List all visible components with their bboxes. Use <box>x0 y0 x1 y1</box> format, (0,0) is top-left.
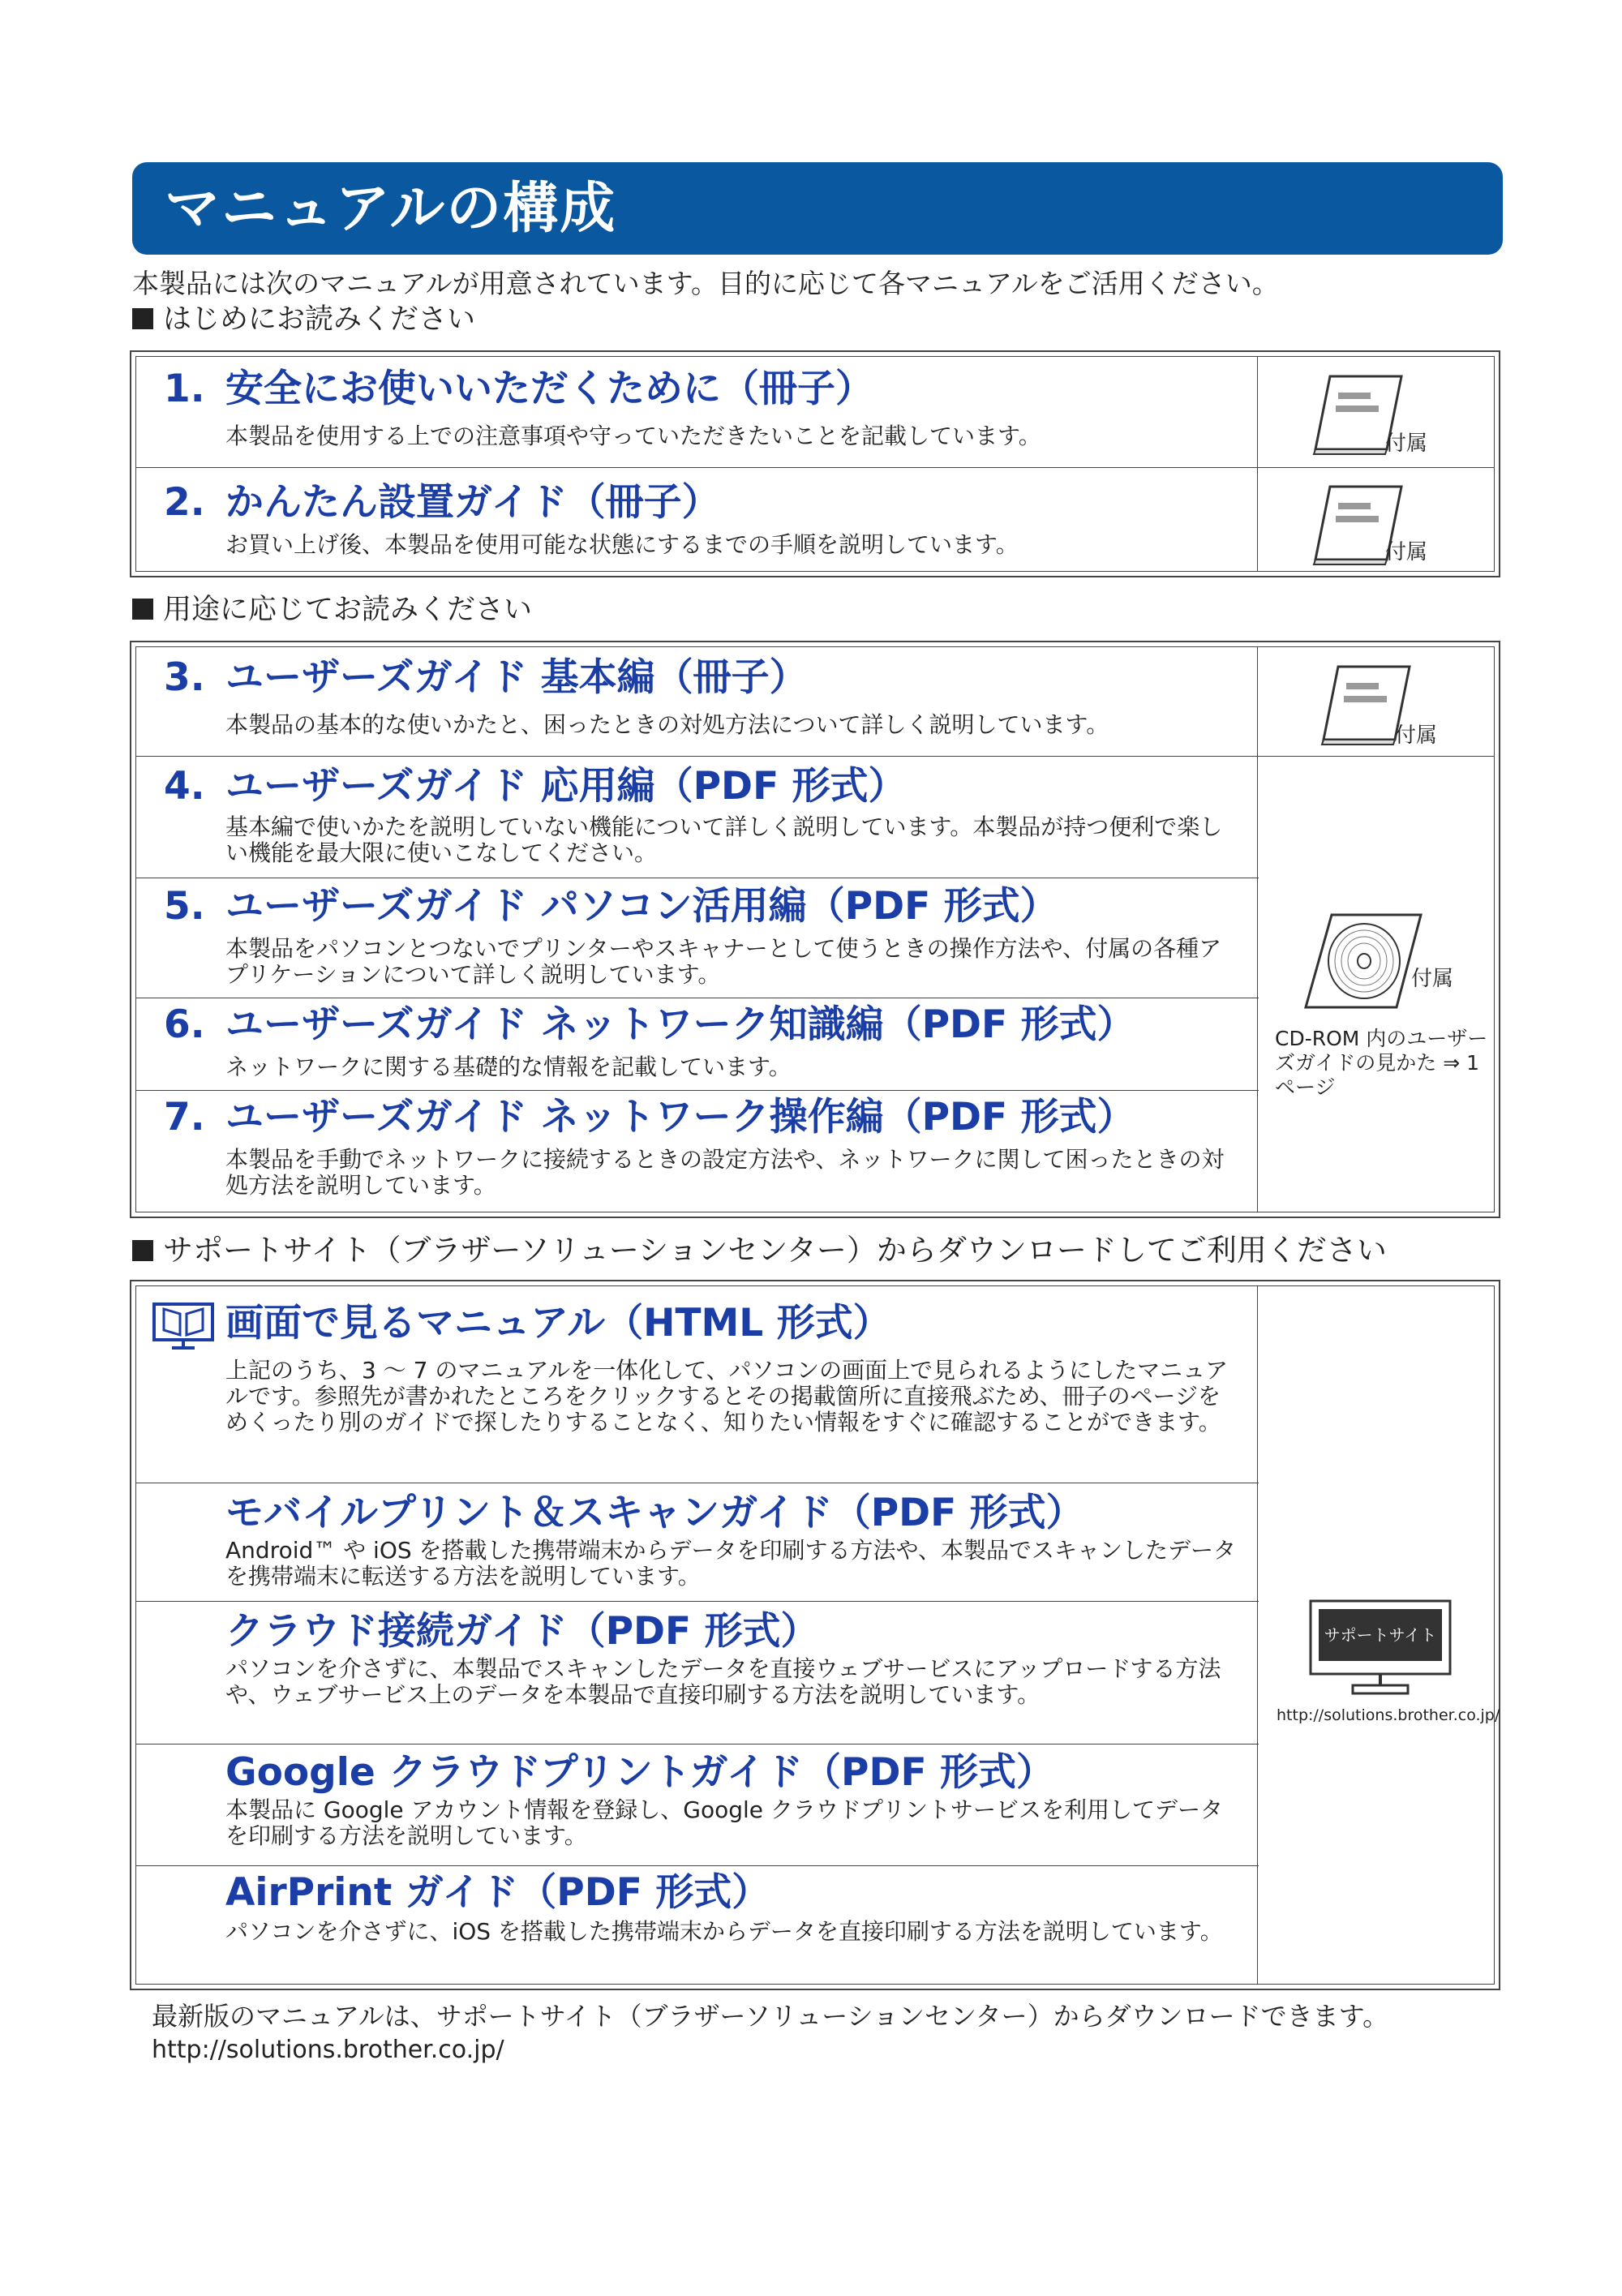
manual-item-5-desc: 本製品をパソコンとつないでプリンターやスキャナーとして使うときの操作方法や、付属の各種アプリケーションについて詳しく説明しています。 <box>225 935 1222 988</box>
online-item-google-desc: 本製品に Google アカウント情報を登録し、Google クラウドプリントサービスを利用してデータを印刷する方法を説明しています。 <box>225 1796 1223 1849</box>
manual-item-1-desc: 本製品を使用する上での注意事項や守っていただきたいことを記載しています。 <box>225 423 1041 449</box>
manual-item-2-desc: お買い上げ後、本製品を使用可能な状態にするまでの手順を説明しています。 <box>225 531 1019 558</box>
manual-item-7-desc: 本製品を手動でネットワークに接続するときの設定方法や、ネットワークに関して困ったときの対処方法を説明しています。 <box>225 1146 1225 1199</box>
manual-box-purpose <box>130 641 1500 1218</box>
section-heading-first-read <box>132 302 475 337</box>
manual-item-3-desc: 本製品の基本的な使いかたと、困ったときの対処方法について詳しく説明しています。 <box>225 711 1109 738</box>
manual-item-6-title[interactable]: 6. ユーザーズガイド ネットワーク知識編（PDF 形式） <box>164 1002 1135 1047</box>
cd-rom-icon <box>1299 908 1429 1014</box>
included-label: 付属 <box>1395 723 1438 748</box>
online-item-html-desc: 上記のうち、3 ～ 7 のマニュアルを一体化して、パソコンの画面上で見られるようにしたマニュアルです。参照先が書かれたところをクリックするとその掲載箇所に直接飛ぶため、冊子のページをめくったり別のガイドで探したりすることなく、知りたい情報をすぐに確認することができます。 <box>225 1357 1229 1436</box>
online-item-cloud-desc: パソコンを介さずに、本製品でスキャンしたデータを直接ウェブサービスにアップロードする方法や、ウェブサービス上のデータを本製品で直接印刷する方法を説明しています。 <box>225 1655 1221 1708</box>
manual-box-online <box>130 1280 1500 1990</box>
html-manual-icon <box>149 1299 217 1353</box>
manual-item-4-title[interactable]: 4. ユーザーズガイド 応用編（PDF 形式） <box>164 764 907 809</box>
manual-item-7-title[interactable]: 7. ユーザーズガイド ネットワーク操作編（PDF 形式） <box>164 1095 1135 1139</box>
square-bullet-icon <box>132 1240 153 1261</box>
support-site-url[interactable]: http://solutions.brother.co.jp/ <box>1277 1706 1500 1724</box>
included-label: 付属 <box>1385 431 1428 456</box>
online-item-mobile-title[interactable]: モバイルプリント＆スキャンガイド（PDF 形式） <box>225 1491 1084 1535</box>
manual-item-4-desc: 基本編で使いかたを説明していない機能について詳しく説明しています。本製品が持つ便利で楽しい機能を最大限に使いこなしてください。 <box>225 813 1223 866</box>
online-item-html-title[interactable]: 画面で見るマニュアル（HTML 形式） <box>225 1301 891 1345</box>
manual-item-1-title[interactable]: 1. 安全にお使いいただくために（冊子） <box>164 367 873 411</box>
online-item-mobile-desc: Android™ や iOS を搭載した携帯端末からデータを印刷する方法や、本製品でスキャンしたデータを携帯端末に転送する方法を説明しています。 <box>225 1537 1236 1590</box>
square-bullet-icon <box>132 599 153 620</box>
manual-box-first <box>130 350 1500 577</box>
section-heading-text: はじめにお読みください <box>163 303 476 336</box>
section-heading-by-purpose <box>132 592 532 628</box>
page-title: マニュアルの構成 <box>165 177 617 241</box>
online-item-google-title[interactable]: Google クラウドプリントガイド（PDF 形式） <box>225 1750 1054 1795</box>
manual-item-6-desc: ネットワークに関する基礎的な情報を記載しています。 <box>225 1054 792 1080</box>
online-item-cloud-title[interactable]: クラウド接続ガイド（PDF 形式） <box>225 1609 819 1654</box>
intro-text: 本製品には次のマニュアルが用意されています。目的に応じて各マニュアルをご活用ください。 <box>132 268 1279 299</box>
manual-item-5-title[interactable]: 5. ユーザーズガイド パソコン活用編（PDF 形式） <box>164 884 1058 929</box>
included-label: 付属 <box>1385 540 1428 564</box>
monitor-icon <box>1307 1598 1453 1698</box>
manual-item-2-title[interactable]: 2. かんたん設置ガイド（冊子） <box>164 480 720 525</box>
manual-item-3-title[interactable]: 3. ユーザーズガイド 基本編（冊子） <box>164 655 808 700</box>
section-heading-text: 用途に応じてお読みください <box>163 594 533 626</box>
square-bullet-icon <box>132 308 153 329</box>
footer-note: 最新版のマニュアルは、サポートサイト（ブラザーソリューションセンター）からダウンロードできます。 <box>152 2001 1389 2032</box>
online-item-airprint-title[interactable]: AirPrint ガイド（PDF 形式） <box>225 1870 770 1915</box>
section-heading-support-site <box>132 1233 1387 1268</box>
included-label: 付属 <box>1411 967 1454 991</box>
cdrom-guide-note[interactable]: CD-ROM 内のユーザーズガイドの見かた ⇒ 1 ページ <box>1275 1027 1488 1099</box>
online-item-airprint-desc: パソコンを介さずに、iOS を搭載した携帯端末からデータを直接印刷する方法を説明しています。 <box>225 1918 1223 1945</box>
footer-url-link[interactable]: http://solutions.brother.co.jp/ <box>152 2036 504 2064</box>
support-site-label: サポートサイト <box>1324 1625 1437 1645</box>
page-header-bar <box>132 162 1503 255</box>
section-heading-text: サポートサイト（ブラザーソリューションセンター）からダウンロードしてご利用ください <box>163 1233 1387 1268</box>
